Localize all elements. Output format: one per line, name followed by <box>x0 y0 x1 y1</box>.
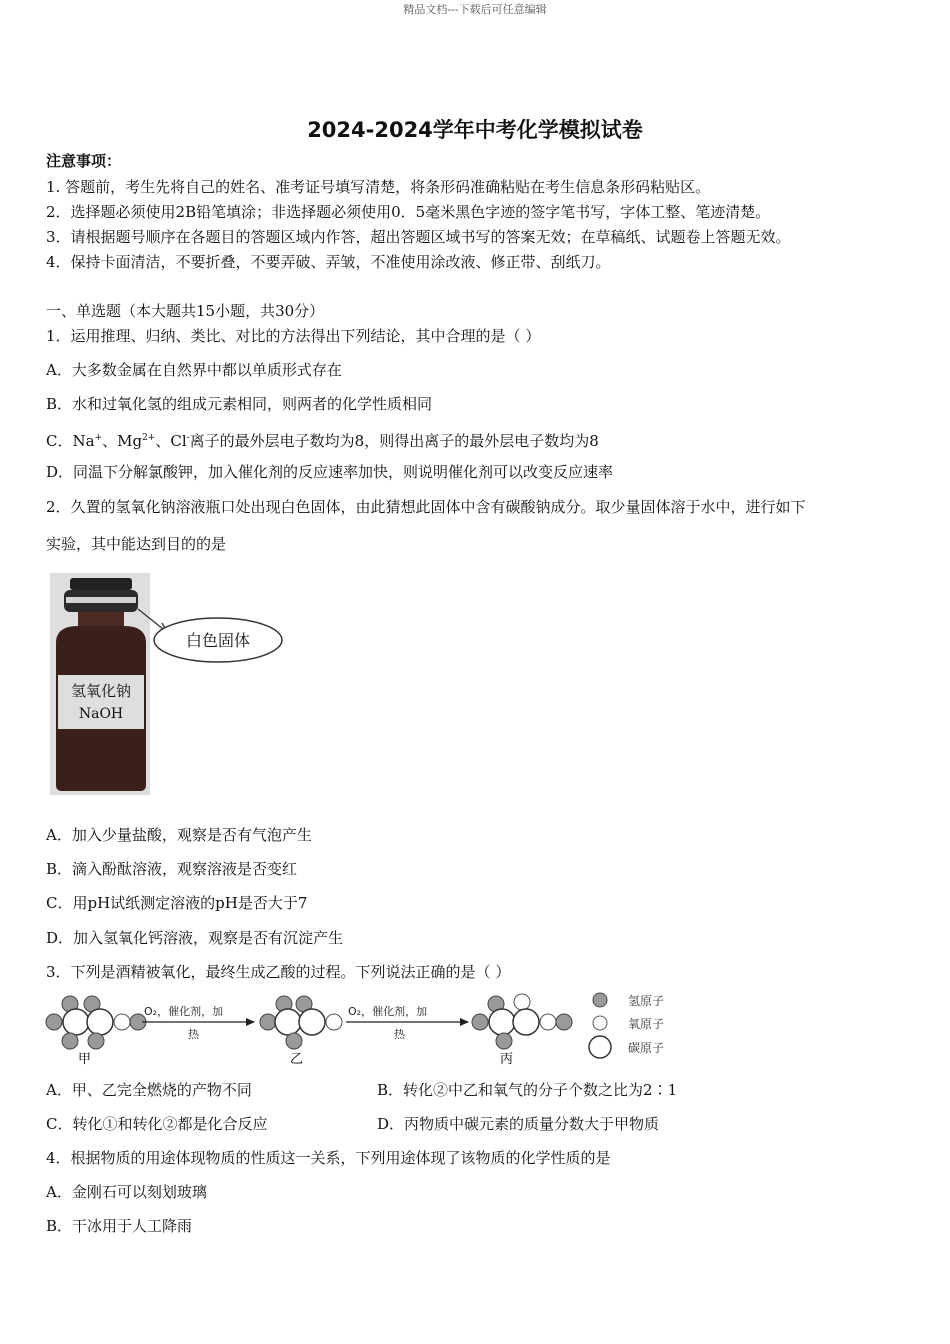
c-atom <box>87 1009 113 1035</box>
molecule-bing <box>472 994 572 1049</box>
h-atom <box>88 1033 104 1049</box>
q2-option-b: B．滴入酚酞溶液，观察溶液是否变红 <box>46 860 298 878</box>
c-atom <box>63 1009 89 1035</box>
q1-option-a: A．大多数金属在自然界中都以单质形式存在 <box>46 361 342 379</box>
h-atom <box>496 1033 512 1049</box>
legend-hydrogen: 氢原子 <box>628 994 665 1008</box>
label-yi: 乙 <box>290 1052 304 1067</box>
q3-option-c: C．转化①和转化②都是化合反应 <box>46 1115 268 1133</box>
legend-c-atom <box>589 1036 611 1058</box>
q4-option-b: B．干冰用于人工降雨 <box>46 1217 193 1235</box>
arrow1-bottom-text: 热 <box>188 1028 199 1041</box>
q1-option-c <box>46 428 599 451</box>
section-heading: 一、单选题（本大题共15小题，共30分） <box>46 302 325 320</box>
h-atom <box>62 1033 78 1049</box>
c-atom <box>299 1009 325 1035</box>
notice-item-2: 2．选择题必须使用2B铅笔填涂；非选择题必须使用0．5毫米黑色字迹的签字笔书写，字体工整、笔迹清楚。 <box>46 203 771 221</box>
notice-item-3: 3．请根据题号顺序在各题目的答题区域内作答，超出答题区域书写的答案无效；在草稿纸、试题卷上答题无效。 <box>46 228 791 246</box>
q1-c-sup1: + <box>94 433 103 443</box>
bubble-text: 白色固体 <box>185 631 251 650</box>
o-atom <box>326 1014 342 1030</box>
naoh-bottle-figure <box>50 573 290 795</box>
q1-c-mid1: 、Mg <box>102 432 143 450</box>
arrow1-top-text: O₂，催化剂，加 <box>144 1005 224 1018</box>
q1-option-d: D．同温下分解氯酸钾，加入催化剂的反应速率加快，则说明催化剂可以改变反应速率 <box>46 463 614 481</box>
bottle-label-cn: 氢氧化钠 <box>70 682 132 700</box>
q1-c-pre: C．Na <box>46 432 95 450</box>
c-atom <box>275 1009 301 1035</box>
page-title: 2024-2024学年中考化学模拟试卷 <box>307 118 643 142</box>
label-bing: 丙 <box>500 1052 514 1067</box>
q1-c-sup3: - <box>186 433 190 443</box>
q3-option-d: D．丙物质中碳元素的质量分数大于甲物质 <box>377 1115 660 1133</box>
q3-option-a: A．甲、乙完全燃烧的产物不同 <box>46 1081 252 1099</box>
arrow2-head <box>460 1018 469 1026</box>
white-solid-crust <box>66 597 136 603</box>
molecule-yi <box>260 996 342 1049</box>
header-watermark: 精品文档---下载后可任意编辑 <box>403 3 547 16</box>
notice-item-4: 4．保持卡面清洁，不要折叠，不要弄破、弄皱，不准使用涂改液、修正带、刮纸刀。 <box>46 253 611 271</box>
q1-c-post: 离子的最外层电子数均为8，则得出离子的最外层电子数均为8 <box>189 432 599 450</box>
molecule-jia <box>46 996 146 1049</box>
h-atom <box>286 1033 302 1049</box>
h-atom <box>260 1014 276 1030</box>
q2-option-c: C．用pH试纸测定溶液的pH是否大于7 <box>46 894 308 912</box>
q2-stem-line2: 实验，其中能达到目的的是 <box>46 535 227 553</box>
notice-item-1: 1. 答题前，考生先将自己的姓名、准考证号填写清楚，将条形码准确粘贴在考生信息条形码粘贴区。 <box>46 178 711 196</box>
q1-option-b: B．水和过氧化氢的组成元素相同，则两者的化学性质相同 <box>46 395 433 413</box>
q2-option-a: A．加入少量盐酸，观察是否有气泡产生 <box>46 826 312 844</box>
h-atom <box>556 1014 572 1030</box>
c-atom <box>489 1009 515 1035</box>
q1-stem: 1．运用推理、归纳、类比、对比的方法得出下列结论，其中合理的是（ ） <box>46 327 541 345</box>
bottle-label-en: NaOH <box>78 706 124 722</box>
legend-o-atom <box>593 1016 607 1030</box>
bottle-stopper-top <box>70 578 132 590</box>
arrow1-head <box>246 1018 255 1026</box>
q4-stem: 4．根据物质的用途体现物质的性质这一关系，下列用途体现了该物质的化学性质的是 <box>46 1149 611 1167</box>
q3-stem: 3．下列是酒精被氧化，最终生成乙酸的过程。下列说法正确的是（ ） <box>46 963 511 981</box>
legend-carbon: 碳原子 <box>628 1041 665 1055</box>
q3-option-b: B．转化②中乙和氧气的分子个数之比为2∶1 <box>377 1081 678 1099</box>
legend-oxygen: 氧原子 <box>628 1017 665 1031</box>
o-atom <box>514 994 530 1010</box>
c-atom <box>513 1009 539 1035</box>
q4-option-a: A．金刚石可以刻划玻璃 <box>46 1183 207 1201</box>
q2-option-d: D．加入氢氧化钙溶液，观察是否有沉淀产生 <box>46 929 344 947</box>
q1-c-mid2: 、Cl <box>155 432 187 450</box>
notice-heading: 注意事项： <box>46 152 122 170</box>
h-atom <box>46 1014 62 1030</box>
bottle-neck <box>78 612 124 626</box>
o-atom <box>540 1014 556 1030</box>
q1-c-sup2: 2+ <box>142 433 156 443</box>
oxidation-diagram <box>42 990 702 1068</box>
legend-h-atom <box>593 993 607 1007</box>
h-atom <box>472 1014 488 1030</box>
arrow2-top-text: O₂，催化剂，加 <box>348 1005 428 1018</box>
label-jia: 甲 <box>78 1052 92 1067</box>
q2-stem-line1: 2．久置的氢氧化钠溶液瓶口处出现白色固体，由此猜想此固体中含有碳酸钠成分。取少量固体溶于水中，进行如下 <box>46 498 806 516</box>
arrow2-bottom-text: 热 <box>394 1028 405 1041</box>
atom-legend <box>589 993 664 1058</box>
o-atom <box>114 1014 130 1030</box>
